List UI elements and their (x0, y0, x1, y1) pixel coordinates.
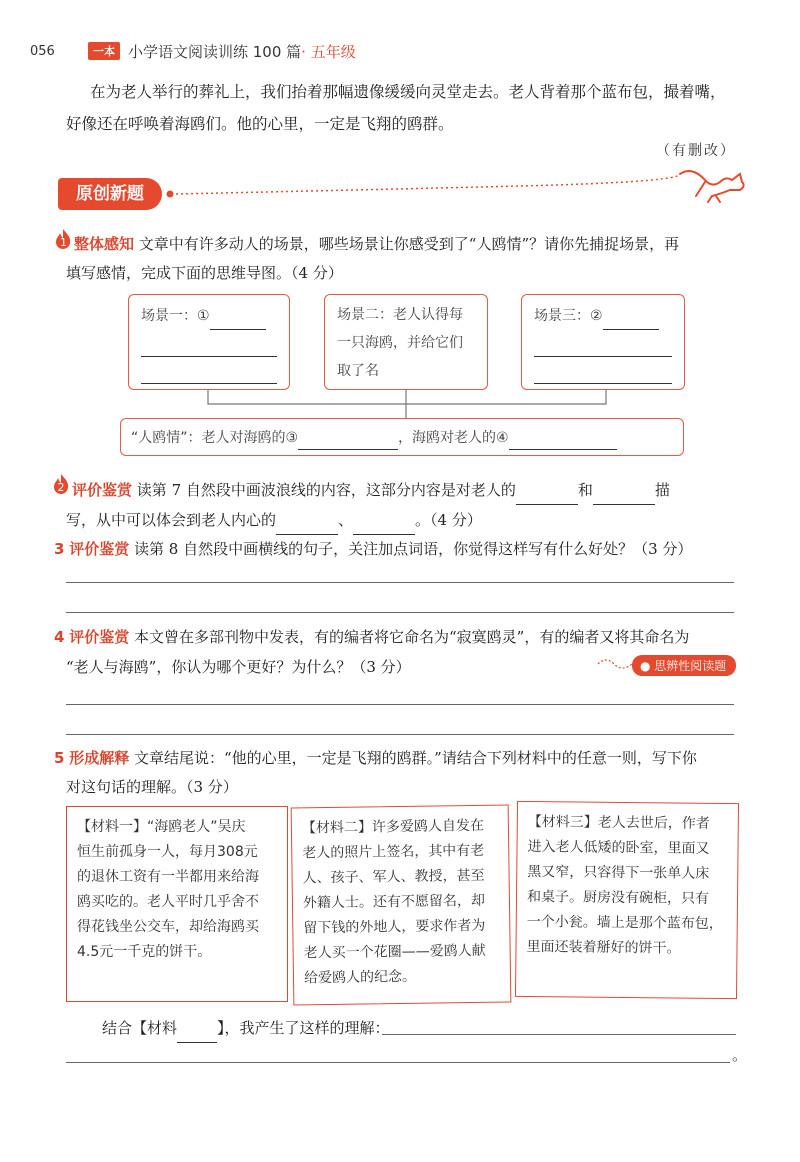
q5-answer-line-1[interactable] (382, 1034, 736, 1035)
q2-line2 (66, 504, 482, 535)
material-2-card (291, 804, 512, 1005)
material-choice-blank[interactable] (177, 1012, 217, 1043)
cat-icon (680, 171, 744, 202)
q5-text-line1: 文章结尾说：“他的心里，一定是飞翔的鸥群。”请结合下列材料中的任意一则，写下你 (134, 749, 697, 767)
q2-blank-1[interactable] (516, 474, 578, 505)
scene1-box (128, 294, 290, 390)
critical-reading-tag-text: 思辨性阅读题 (654, 659, 727, 673)
q1-line1 (74, 229, 679, 259)
q2-label: 评价鉴赏 (72, 481, 133, 499)
q3-answer-line-2[interactable] (66, 612, 734, 613)
q5-answer-line-2[interactable] (66, 1062, 730, 1063)
grade-label: · 五年级 (301, 43, 356, 61)
q5-number: 5 (54, 749, 65, 767)
q4-label: 评价鉴赏 (69, 628, 130, 646)
material-2-line: 老人买一个花圈——爱鸥人献 (303, 942, 486, 962)
material-3-line: 一个小瓮。墙上是那个蓝布包， (526, 913, 723, 933)
q5-end-mark: 。 (732, 1046, 748, 1064)
q4-text-line1: 本文曾在多部刊物中发表，有的编者将它命名为“寂寞鸥灵”，有的编者又将其命名为 (134, 628, 690, 646)
feeling-blank-3[interactable] (298, 425, 398, 450)
combine-line (102, 1012, 390, 1043)
q3-answer-line-1[interactable] (66, 582, 734, 583)
material-1-line: 【材料一】“海鸥老人”吴庆 (77, 819, 246, 835)
scene1-blank-b[interactable] (141, 330, 277, 357)
scene3-blank-a[interactable] (603, 301, 659, 330)
q1-label: 整体感知 (74, 235, 135, 253)
scene3-blank-c[interactable] (534, 357, 672, 384)
q2-blank-2[interactable] (593, 474, 655, 505)
scene2-line2: 一只海鸥，并给它们 (337, 335, 463, 351)
q4-answer-line-1[interactable] (66, 704, 734, 705)
material-3-line: 黑又窄，只容得下一张单人床 (527, 863, 710, 882)
scene2-line1: 场景二：老人认得每 (337, 307, 463, 323)
feeling-prefix: “人鸥情”：老人对海鸥的③ (131, 430, 299, 446)
scene1-blank-c[interactable] (141, 357, 277, 384)
q5-line1 (54, 743, 697, 773)
material-3-line: 【材料三】老人去世后，作者 (527, 813, 710, 832)
divider-dotted-line (176, 174, 680, 194)
q3-label: 评价鉴赏 (69, 540, 130, 558)
q3-line (54, 534, 692, 564)
page-number: 056 (30, 44, 55, 59)
material-1-line: 鸥买吃的。老人平时几乎舍不 (77, 894, 259, 910)
scene2-line3: 取了名 (337, 363, 379, 379)
book-title-text: 小学语文阅读训练 100 篇 (128, 43, 302, 61)
q1-text-line2: 填写感情，完成下面的思维导图。（4 分） (66, 264, 343, 282)
material-2-line: 给爱鸥人的纪念。 (303, 968, 417, 987)
dotted-divider (160, 160, 750, 210)
q2-number: 2 (57, 481, 65, 494)
flame-number-icon-2 (52, 473, 70, 495)
material-3-card (515, 801, 739, 999)
q2-text-and: 和 (577, 481, 593, 499)
q4-answer-line-2[interactable] (66, 734, 734, 735)
scene3-blank-b[interactable] (534, 330, 672, 357)
material-2-line: 老人的照片上签名，其中有老 (302, 842, 485, 862)
section-title: 原创新题 (58, 178, 162, 210)
material-1-line: 4.5元一千克的饼干。 (77, 944, 212, 960)
q2-line1 (72, 474, 670, 505)
scene3-label: 场景三：② (534, 308, 603, 324)
combine-suffix: 】，我产生了这样的理解： (217, 1019, 390, 1037)
material-2-line: 【材料二】许多爱鸥人自发在 (301, 817, 485, 837)
scene2-box (324, 294, 488, 390)
q2-blank-4[interactable] (353, 504, 415, 535)
q2-blank-3[interactable] (276, 504, 338, 535)
material-3-line: 里面还装着掰好的饼干。 (526, 938, 681, 957)
feeling-blank-4[interactable] (509, 425, 617, 450)
material-2-line: 人、孩子、军人、教授，甚至 (302, 867, 485, 887)
q5-text-line2: 对这句话的理解。（3 分） (66, 778, 238, 796)
q4-number: 4 (54, 628, 65, 646)
material-1-line: 的退休工资有一半都用来给海 (77, 869, 259, 885)
material-1-line: 得花钱坐公交车，却给海鸥买 (77, 919, 259, 935)
q2-text-b: 描 (654, 481, 670, 499)
q5-label: 形成解释 (69, 749, 130, 767)
material-2-line: 留下钱的外地人，要求作者为 (303, 917, 486, 937)
material-1-line: 恒生前孤身一人，每月308元 (77, 844, 258, 860)
q2-text-line2a: 写，从中可以体会到老人内心的 (66, 511, 277, 529)
q4-line1 (54, 622, 689, 652)
material-2-line: 外籍人士。还有不愿留名，却 (302, 892, 486, 912)
material-3-line: 和桌子。厨房没有碗柜，只有 (526, 888, 710, 907)
mindmap-connectors (120, 390, 700, 420)
q3-number: 3 (54, 540, 65, 558)
book-title (128, 41, 356, 62)
edit-note: （有删改） (656, 143, 736, 159)
passage-paragraph-1: 在为老人举行的葬礼上，我们抬着那幅遗像缓缓向灵堂走去。老人背着那个蓝布包，撮着嘴， (90, 83, 726, 101)
scene3-box (521, 294, 685, 390)
q3-text: 读第 8 自然段中画横线的句子，关注加点词语，你觉得这样写有什么好处？（3 分） (134, 540, 693, 558)
flame-number-icon-1 (54, 228, 72, 250)
passage-paragraph-2: 好像还在呼唤着海鸥们。他的心里，一定是飞翔的鸥群。 (66, 115, 454, 133)
scene1-blank-a[interactable] (210, 301, 266, 330)
material-3-line: 进入老人低矮的卧室，里面又 (527, 838, 710, 857)
scene1-label: 场景一：① (141, 308, 210, 324)
tag-swirl-icon (596, 654, 636, 674)
q1-number: 1 (60, 236, 67, 249)
divider-dot (167, 191, 174, 198)
q1-text-line1: 文章中有许多动人的场景，哪些场景让你感受到了“人鸥情”？请你先捕捉场景，再 (138, 235, 680, 253)
q2-text-sep: 、 (338, 511, 354, 529)
brand-badge: 一本 (88, 42, 120, 60)
feeling-middle: ，海鸥对老人的④ (398, 430, 509, 446)
feeling-box (120, 418, 684, 456)
q4-text-line2: “老人与海鸥”，你认为哪个更好？为什么？（3 分） (66, 658, 411, 676)
q2-text-a: 读第 7 自然段中画波浪线的内容，这部分内容是对老人的 (136, 481, 516, 499)
critical-reading-tag: ● 思辨性阅读题 (632, 655, 736, 676)
combine-prefix: 结合【材料 (102, 1019, 178, 1037)
material-1-card (66, 806, 288, 1002)
q2-text-end: 。（4 分） (415, 511, 482, 529)
